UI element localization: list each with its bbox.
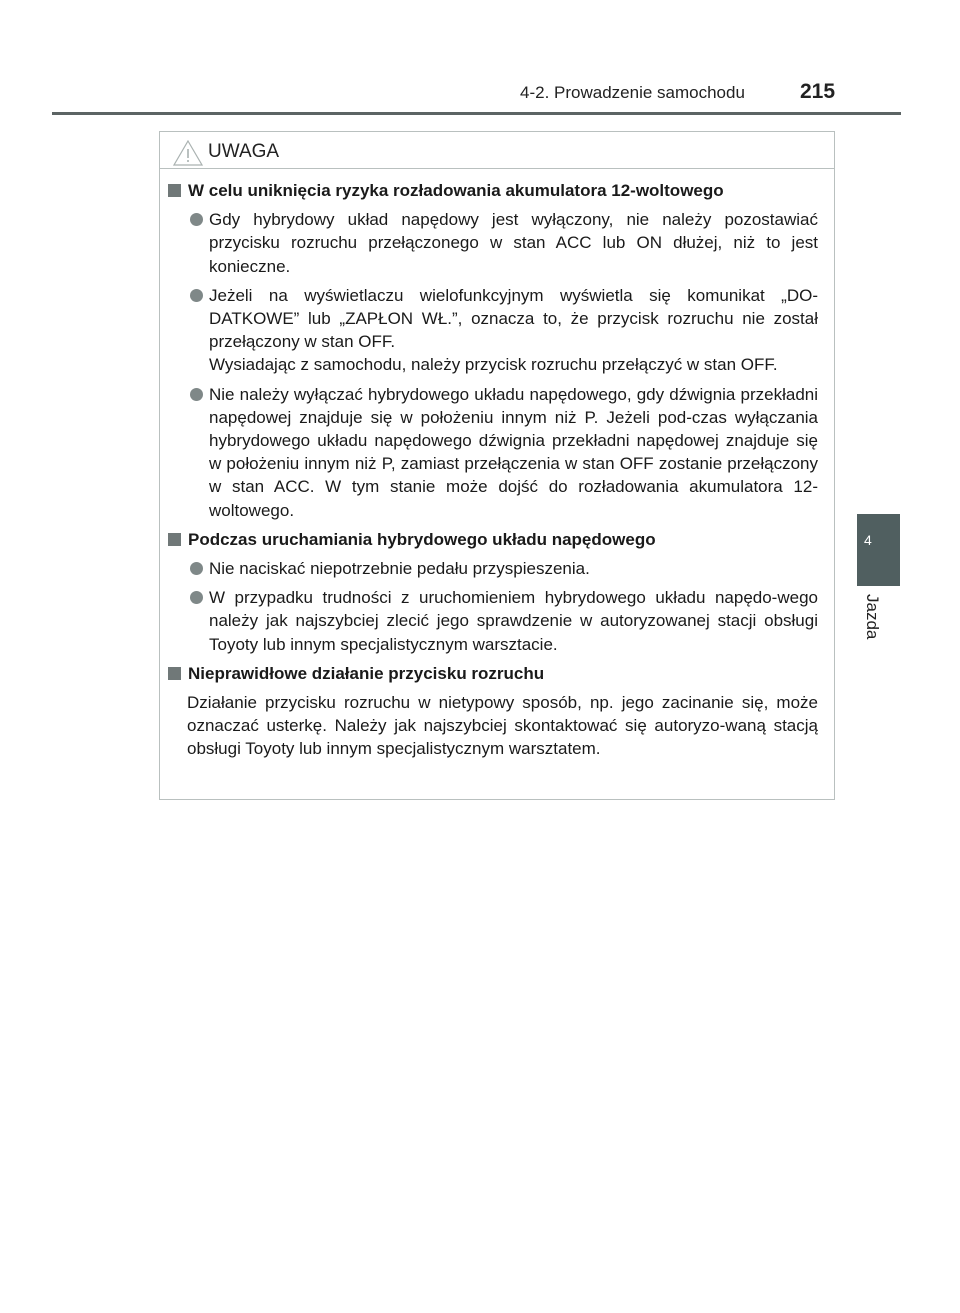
section-heading: Podczas uruchamiania hybrydowego układu napędowego — [168, 528, 818, 551]
caution-box — [159, 131, 835, 800]
bullet-item — [168, 383, 818, 522]
section-heading: W celu uniknięcia ryzyka rozładowania akumulatora 12-woltowego — [168, 179, 818, 202]
bullet-icon — [190, 388, 203, 401]
caution-header — [160, 132, 834, 169]
bullet-item — [168, 284, 818, 377]
page-number: 215 — [800, 80, 836, 103]
bullet-item — [168, 208, 818, 278]
bullet-icon — [190, 562, 203, 575]
chapter-tab — [857, 514, 900, 586]
chapter-number: 4 — [864, 532, 872, 548]
bullet-item — [168, 586, 818, 656]
bullet-text: Jeżeli na wyświetlaczu wielofunkcyjnym wyświetla się komunikat „DO-DATKOWE” lub „ZAPŁON WŁ.”, oznacza to, że przycisk rozruchu nie został przełączony w stan OFF. — [209, 285, 818, 352]
bullet-icon — [190, 591, 203, 604]
section-title: 4-2. Prowadzenie samochodu — [520, 83, 745, 102]
bullet-text: Nie naciskać niepotrzebnie pedału przyspieszenia. — [209, 559, 590, 579]
bullet-text: Wysiadając z samochodu, należy przycisk rozruchu przełączyć w stan OFF. — [209, 355, 778, 375]
bullet-icon — [190, 213, 203, 226]
bullet-text: Gdy hybrydowy układ napędowy jest wyłączony, nie należy pozostawiać przycisku rozruchu przełączonego w stan ACC lub ON dłużej, niż to jest konieczne. — [209, 210, 818, 276]
warning-triangle-icon — [173, 140, 203, 166]
paragraph: Działanie przycisku rozruchu w nietypowy sposób, np. jego zacinanie się, może oznaczać usterkę. Należy jak najszybciej skontaktować się autoryzo-waną stacją obsługi Toyoty lub innym specjalistycznym warsztatem. — [187, 693, 818, 759]
bullet-text: Nie należy wyłączać hybrydowego układu napędowego, gdy dźwignia przekładni napędowej znajduje się w położeniu innym niż P. Jeżeli pod-czas wyłączania hybrydowego układu napędowego dźwignia przekładni napędowej znajduje się w położeniu innym niż P, zamiast przełączenia w stan OFF zostanie przełączony w stan ACC. W tym stanie może dojść do rozładowania akumulatora 12-woltowego. — [209, 384, 818, 520]
caution-content — [168, 179, 818, 761]
bullet-text: W przypadku trudności z uruchomieniem hybrydowego układu napędo-wego należy jak najszybciej zlecić jego sprawdzenie w autoryzowanej stacji obsługi Toyoty lub innym specjalistycznym warsztacie. — [209, 588, 818, 654]
section-heading: Nieprawidłowe działanie przycisku rozruchu — [168, 662, 818, 685]
caution-title: UWAGA — [208, 141, 280, 162]
bullet-icon — [190, 289, 203, 302]
header-divider — [52, 112, 901, 115]
bullet-item — [168, 557, 818, 580]
chapter-label: Jazda — [863, 594, 882, 640]
